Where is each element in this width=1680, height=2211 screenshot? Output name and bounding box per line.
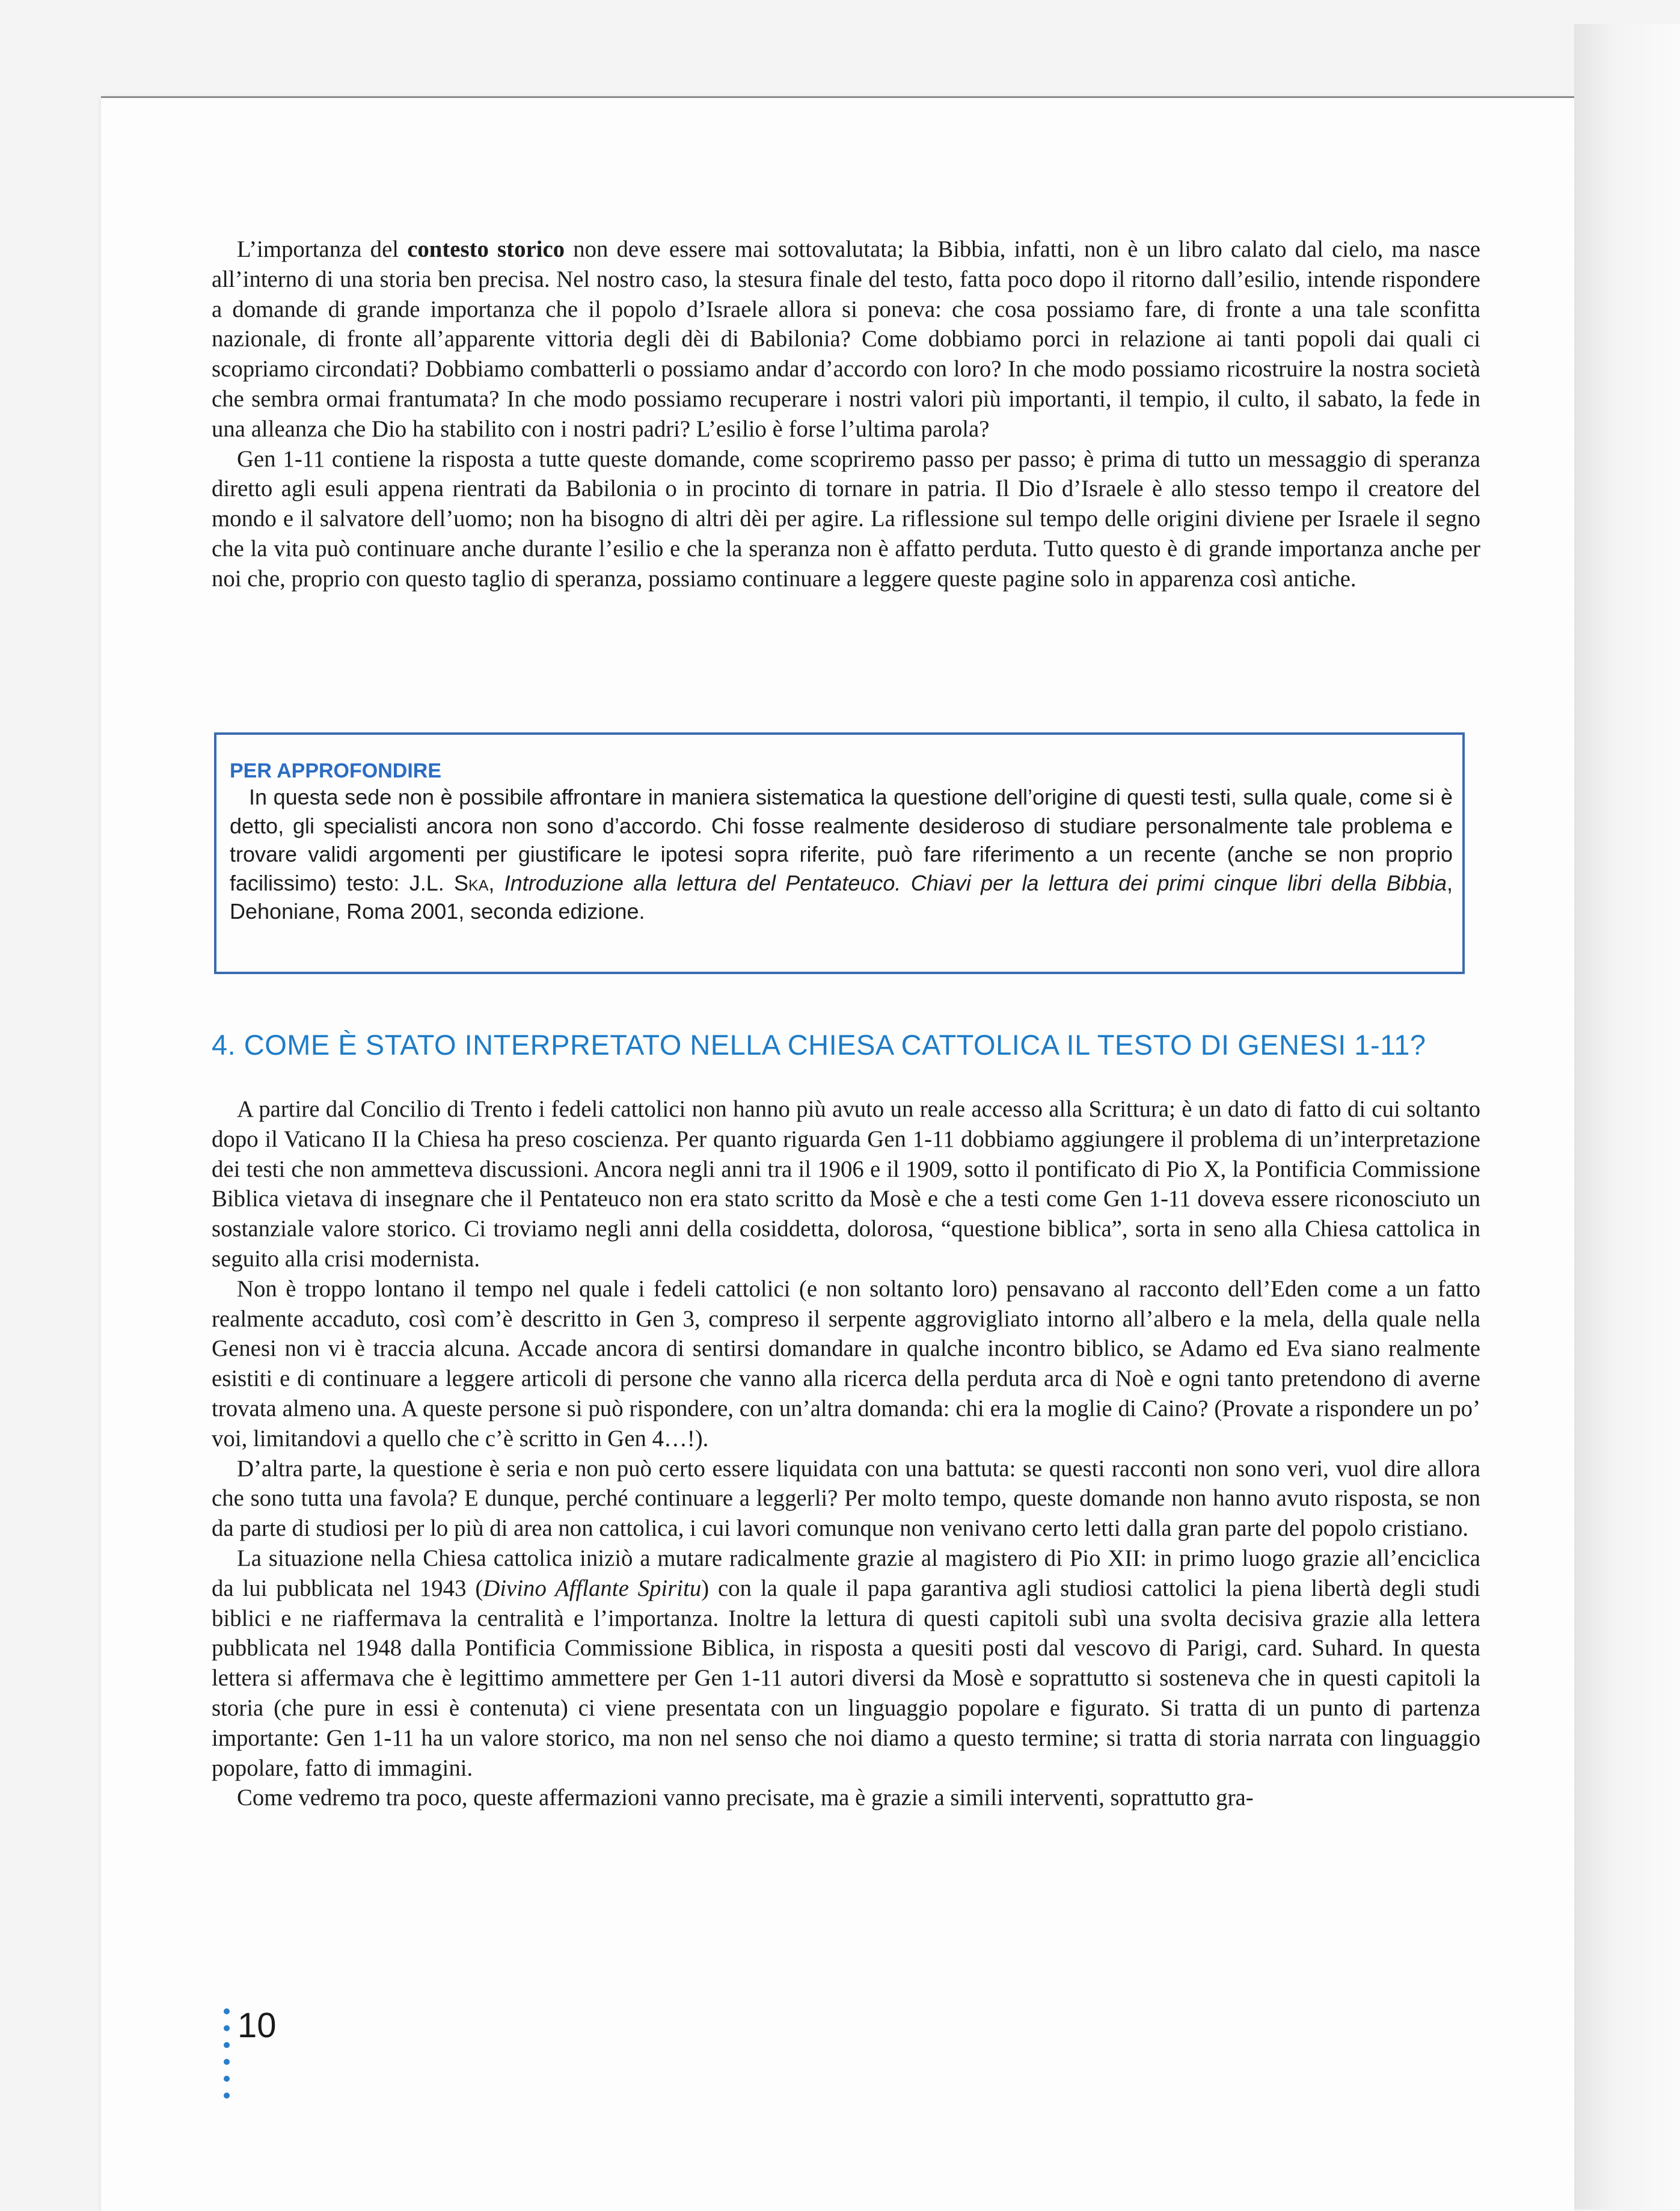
paragraph bbox=[212, 444, 1480, 594]
paragraph bbox=[212, 1783, 1480, 1813]
paragraph bbox=[212, 1544, 1480, 1783]
paragraph bbox=[212, 1274, 1480, 1454]
dot-decoration bbox=[224, 2076, 230, 2082]
further-reading-box bbox=[214, 732, 1465, 974]
paragraph bbox=[212, 235, 1480, 444]
page-number-dots bbox=[224, 2008, 230, 2109]
paragraph bbox=[212, 1094, 1480, 1274]
page-edge-shadow bbox=[1574, 24, 1680, 2209]
text-run: Non è troppo lontano il tempo nel quale i fedeli cattolici (e non soltanto loro) pensavano al racconto dell’Eden come a un fatto realmente accaduto, così com’è descritto in Gen 3, compreso il serpente aggrovigliato intorno all’albero e la mela, della quale nella Genesi non vi è traccia alcuna. Accade ancora di sentirsi domandare in qualche incontro biblico, se Adamo ed Eva siano realmente esistiti e di continuare a leggere articoli di persone che vanno alla ricerca della perduta arca di Noè e ogni tanto pretendono di averne trovata almeno una. A queste persone si può rispondere, con un’altra domanda: chi era la moglie di Caino? (Provate a rispondere un po’ voi, limitandovi a quello che c’è scritto in Gen 4…!). bbox=[212, 1275, 1480, 1452]
text-run: In questa sede non è possibile affrontare in maniera sistematica la questione dell’origine di questi testi, sulla quale, come si è detto, gli specialisti ancora non sono d’accordo. Chi fosse realmente desideroso di studiare personalmente tale problema e trovare validi argomenti per giustificare le ipotesi sopra riferite, può fare riferimento a un recente (anche se non proprio facilissimo) testo: J.L. bbox=[230, 785, 1453, 895]
text-run: ) con la quale il papa garantiva agli studiosi cattolici la piena libertà degli studi biblici e ne riaffermava la centralità e l’importanza. Inoltre la lettura di questi capitoli subì una svolta decisiva grazie alla lettera pubblicata nel 1948 dalla Pontificia Commissione Biblica, in risposta a quesiti posti dal vescovo di Parigi, card. Suhard. In questa lettera si affermava che è legittimo ammettere per Gen 1-11 autori diversi da Mosè e soprattutto si sosteneva che in questi capitoli la storia (che pure in essi è contenuta) ci viene presentata con un linguaggio popolare e figurato. Si tratta di un punto di partenza importante: Gen 1-11 ha un valore storico, ma non nel senso che noi diamo a questo termine; si tratta di storia narrata con linguaggio popolare, fatto di immagini. bbox=[212, 1575, 1480, 1781]
text-run: non deve essere mai sottovalutata; la Bibbia, infatti, non è un libro calato dal cielo, ma nasce all’interno di una storia ben precisa. Nel nostro caso, la stesura finale del testo, fatta poco dopo il ritorno dall’esilio, intende rispondere a domande di grande importanza che il popolo d’Israele allora si poneva: che cosa possiamo fare, di fronte a una tale sconfitta nazionale, di fronte all’apparente vittoria degli dèi di Babilonia? Come dobbiamo porci in relazione ai tanti popoli dai quali ci scopriamo circondati? Dobbiamo combatterli o possiamo andar d’accordo con loro? In che modo possiamo ricostruire la nostra società che sembra ormai frantumata? In che modo possiamo recuperare i nostri valori più importanti, il tempio, il culto, il sabato, la fede in una alleanza che Dio ha stabilito con i nostri padri? L’esilio è forse l’ultima parola? bbox=[212, 236, 1481, 442]
bold-text: contesto storico bbox=[407, 236, 565, 262]
italic-text: Introduzione alla lettura del Pentateuco. Chiavi per la lettura dei primi cinque libri della Bibbia bbox=[504, 870, 1447, 895]
text-run: , Dehoniane, Roma 2001, seconda edizione. bbox=[230, 870, 1453, 924]
text-run: Gen 1-11 contiene la risposta a tutte queste domande, come scopriremo passo per passo; è prima di tutto un messaggio di speranza diretto agli esuli appena rientrati da Babilonia o in procinto di tornare in patria. Il Dio d’Israele è allo stesso tempo il creatore del mondo e il salvatore dell’uomo; non ha bisogno di altri dèi per agire. La riflessione sul tempo delle origini diviene per Israele il segno che la vita può continuare anche durante l’esilio e che la speranza non è affatto perduta. Tutto questo è di grande importanza anche per noi che, proprio con questo taglio di speranza, possiamo continuare a leggere queste pagine solo in apparenza così antiche. bbox=[212, 446, 1480, 592]
paragraph bbox=[212, 1454, 1480, 1544]
dot-decoration bbox=[224, 2059, 230, 2065]
page-number: 10 bbox=[238, 2006, 277, 2045]
text-run: L’importanza del bbox=[237, 236, 408, 262]
author-name: Ska bbox=[454, 870, 489, 895]
dot-decoration bbox=[224, 2025, 230, 2031]
dot-decoration bbox=[224, 2042, 230, 2048]
dot-decoration bbox=[224, 2008, 230, 2014]
text-run: A partire dal Concilio di Trento i fedeli cattolici non hanno più avuto un reale accesso alla Scrittura; è un dato di fatto di cui soltanto dopo il Vaticano II la Chiesa ha preso coscienza. Per quanto riguarda Gen 1-11 dobbiamo aggiungere il problema di un’interpretazione dei testi che non ammetteva discussioni. Ancora negli anni tra il 1906 e il 1909, sotto il pontificato di Pio X, la Pontificia Commissione Biblica vietava di insegnare che il Pentateuco non era stato scritto da Mosè e che a testi come Gen 1-11 doveva essere riconosciuto un sostanziale valore storico. Ci troviamo negli anni della cosiddetta, dolorosa, “questione biblica”, sorta in seno alla Chiesa cattolica in seguito alla crisi modernista. bbox=[212, 1096, 1480, 1272]
text-run: , bbox=[488, 870, 504, 895]
section-body-text bbox=[212, 1094, 1480, 1813]
text-run: D’altra parte, la questione è seria e non può certo essere liquidata con una battuta: se questi racconti non sono veri, vuol dire allora che sono tutta una favola? E dunque, perché continuare a leggerli? Per molto tempo, queste domande non hanno avuto risposta, se non da parte di studiosi per lo più di area non cattolica, i cui lavori comunque non venivano certo letti dalla gran parte del popolo cristiano. bbox=[212, 1455, 1480, 1542]
text-run: Come vedremo tra poco, queste affermazioni vanno precisate, ma è grazie a simili interventi, soprattutto gra- bbox=[237, 1785, 1254, 1811]
italic-text: Divino Afflante Spiritu bbox=[483, 1575, 702, 1601]
intro-text-block bbox=[212, 235, 1480, 594]
dot-decoration bbox=[224, 2093, 230, 2099]
text-run: La situazione nella Chiesa cattolica iniziò a mutare radicalmente grazie al magistero di Pio XII: in primo luogo grazie all’enciclica da lui pubblicata nel 1943 ( bbox=[212, 1545, 1480, 1601]
box-title: PER APPROFONDIRE bbox=[230, 759, 442, 782]
box-text bbox=[230, 783, 1453, 926]
section-heading: 4. COME È STATO INTERPRETATO NELLA CHIESA CATTOLICA IL TESTO DI GENESI 1-11? bbox=[212, 1029, 1426, 1061]
